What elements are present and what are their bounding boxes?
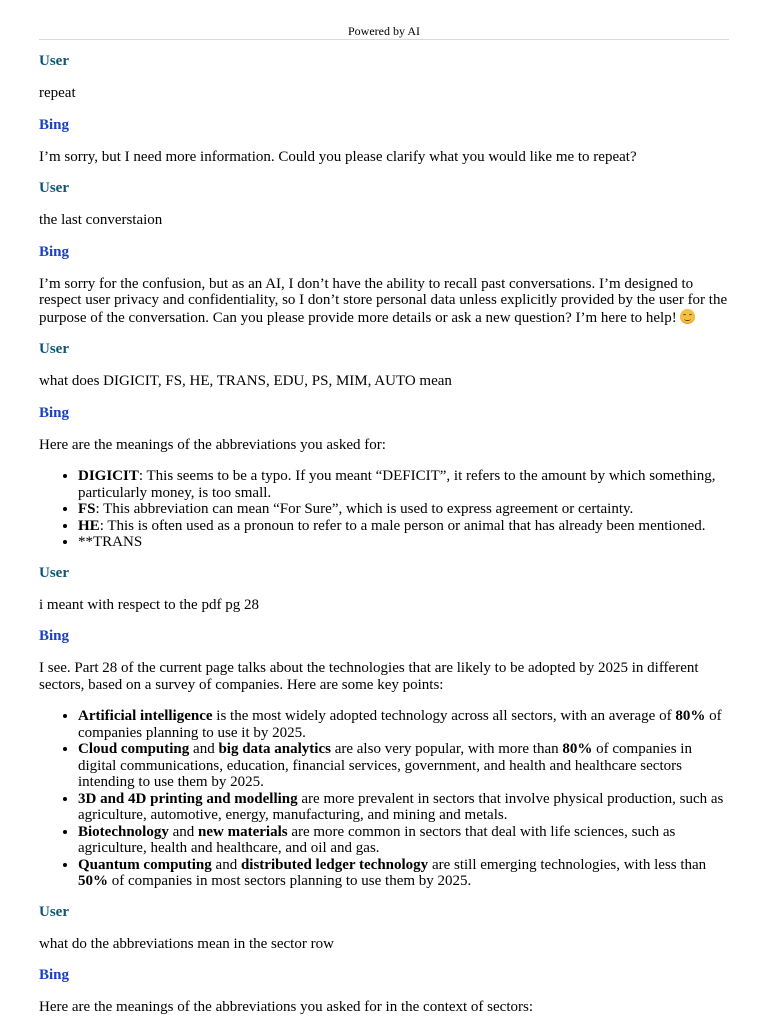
list-item-emphasis: Quantum computing	[78, 856, 212, 873]
list-item-term: FS	[78, 501, 96, 517]
list-item-text: are still emerging technologies, with less than	[428, 856, 707, 873]
list-item-emphasis: big data analytics	[218, 741, 331, 757]
speaker-label-user: User	[39, 903, 69, 920]
speaker-label-user: User	[39, 53, 69, 69]
list-item-text: is the most widely adopted technology across all sectors, with an average of	[212, 708, 676, 724]
list-item-text: of companies in digital communications, education, financial services, government, and health and healthcare sectors intending to use them by 2025.	[78, 741, 692, 790]
user-message: the last converstaion	[39, 212, 163, 228]
list-item-text: : This abbreviation can mean “For Sure”, which is used to express agreement or certainty.	[95, 501, 634, 517]
list-item	[78, 468, 729, 501]
list-item-emphasis: Biotechnology	[78, 823, 169, 840]
list-item-text: and	[168, 823, 199, 840]
list-item	[78, 708, 729, 741]
list-item	[78, 857, 729, 890]
speaker-label-user: User	[39, 341, 69, 357]
speaker-label-bing: Bing	[39, 967, 70, 983]
list-item-text: are also very popular, with more than	[330, 741, 563, 757]
bing-message: I’m sorry, but I need more information. Could you please clarify what you would like me to repeat?	[39, 148, 637, 165]
list-item-text: of companies in most sectors planning to use them by 2025.	[108, 873, 472, 889]
list-item-emphasis: Cloud computing	[78, 741, 190, 757]
bing-message	[39, 276, 729, 327]
list-item-text: and	[189, 741, 219, 757]
list-item	[78, 501, 729, 518]
smiling-face-emoji-icon	[680, 309, 695, 324]
speaker-label-bing: Bing	[39, 628, 70, 644]
speaker-label-bing: Bing	[39, 404, 70, 421]
list-item-emphasis: 3D and 4D printing and modelling	[78, 790, 298, 807]
list-item-text: : This is often used as a pronoun to refer to a male person or animal that has already been mentioned.	[99, 517, 706, 534]
speaker-label-user: User	[39, 564, 69, 581]
abbreviation-list	[39, 468, 729, 551]
speaker-label-bing: Bing	[39, 116, 70, 133]
user-message: what does DIGICIT, FS, HE, TRANS, EDU, PS, MIM, AUTO mean	[39, 373, 452, 389]
list-item-text: : This seems to be a typo. If you meant “DEFICIT”, it refers to the amount by which something, particularly money, is too small.	[78, 468, 716, 501]
speaker-label-bing: Bing	[39, 243, 70, 260]
technology-list	[39, 708, 729, 890]
list-item-text: and	[211, 856, 241, 873]
bing-message: I see. Part 28 of the current page talks about the technologies that are likely to be adopted by 2025 in different sectors, based on a survey of companies. Here are some key points:	[39, 660, 699, 693]
bing-message: Here are the meanings of the abbreviations you asked for in the context of sectors:	[39, 999, 533, 1015]
list-item-text: of companies planning to use it by 2025.	[78, 708, 722, 741]
list-item	[78, 824, 729, 857]
list-item-text: **TRANS	[78, 534, 143, 550]
list-item-text: are more prevalent in sectors that involve physical production, such as agriculture, automotive, energy, manufacturing, and mining and metals.	[78, 790, 724, 823]
list-item-term: DIGICIT	[78, 468, 139, 484]
list-item-emphasis: 80%	[675, 708, 706, 724]
user-message: what do the abbreviations mean in the sector row	[39, 935, 334, 952]
user-message: i meant with respect to the pdf pg 28	[39, 596, 259, 613]
list-item	[78, 534, 729, 551]
list-item-text: are more common in sectors that deal with life sciences, such as agriculture, health and healthcare, and oil and gas.	[78, 823, 676, 856]
list-item-emphasis: 50%	[78, 873, 108, 889]
user-message: repeat	[39, 85, 76, 101]
list-item-emphasis: new materials	[198, 823, 288, 840]
list-item	[78, 741, 729, 791]
list-item-emphasis: 80%	[562, 741, 593, 757]
list-item-term: HE	[78, 517, 100, 534]
bing-message: Here are the meanings of the abbreviations you asked for:	[39, 436, 386, 453]
list-item	[78, 518, 729, 535]
page-header: Powered by AI	[39, 0, 729, 40]
speaker-label-user: User	[39, 180, 69, 196]
list-item-emphasis: Artificial intelligence	[78, 708, 213, 724]
bing-message-text: I’m sorry for the confusion, but as an AI, I don’t have the ability to recall past conversations. I’m designed to respect user privacy and confidentiality, so I don’t store personal data unless explicitly provided by the user for the purpose of the conversation. Can you please provide more details or ask a new question? I’m here to help!	[39, 275, 728, 326]
list-item	[78, 791, 729, 824]
list-item-emphasis: distributed ledger technology	[240, 856, 429, 873]
